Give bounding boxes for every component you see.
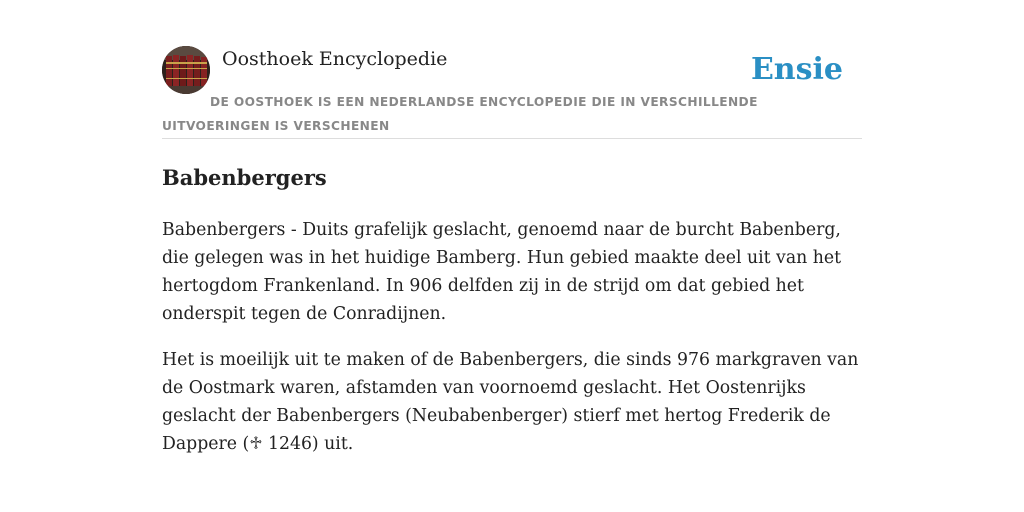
site-tagline: DE OOSTHOEK IS EEN NEDERLANDSE ENCYCLOPEDIE DIE IN VERSCHILLENDE UITVOERINGEN IS VERSCHENEN: [162, 95, 758, 133]
site-title[interactable]: Oosthoek Encyclopedie: [222, 48, 448, 70]
page-wrapper: [162, 46, 862, 139]
article-body: [162, 216, 862, 476]
article-paragraph: Babenbergers - Duits grafelijk geslacht, genoemd naar de burcht Babenberg, die gelegen was in het huidige Bamberg. Hun gebied maakte deel uit van het hertogdom Frankenland. In 906 delfden zij in de strijd om dat gebied het onderspit tegen de Conradijnen.: [162, 220, 842, 324]
article-title: Babenbergers: [162, 165, 327, 190]
article-paragraph: Het is moeilijk uit te maken of de Babenbergers, die sinds 976 markgraven van de Oostmark waren, afstamden van voornoemd geslacht. Het Oostenrijks geslacht der Babenbergers (Neubabenberger) stierf met hertog Frederik de Dappere (♱ 1246) uit.: [162, 350, 859, 454]
brand-logo[interactable]: Ensie: [750, 52, 843, 87]
site-header: [162, 46, 862, 139]
encyclopedia-books-icon[interactable]: [162, 46, 210, 94]
